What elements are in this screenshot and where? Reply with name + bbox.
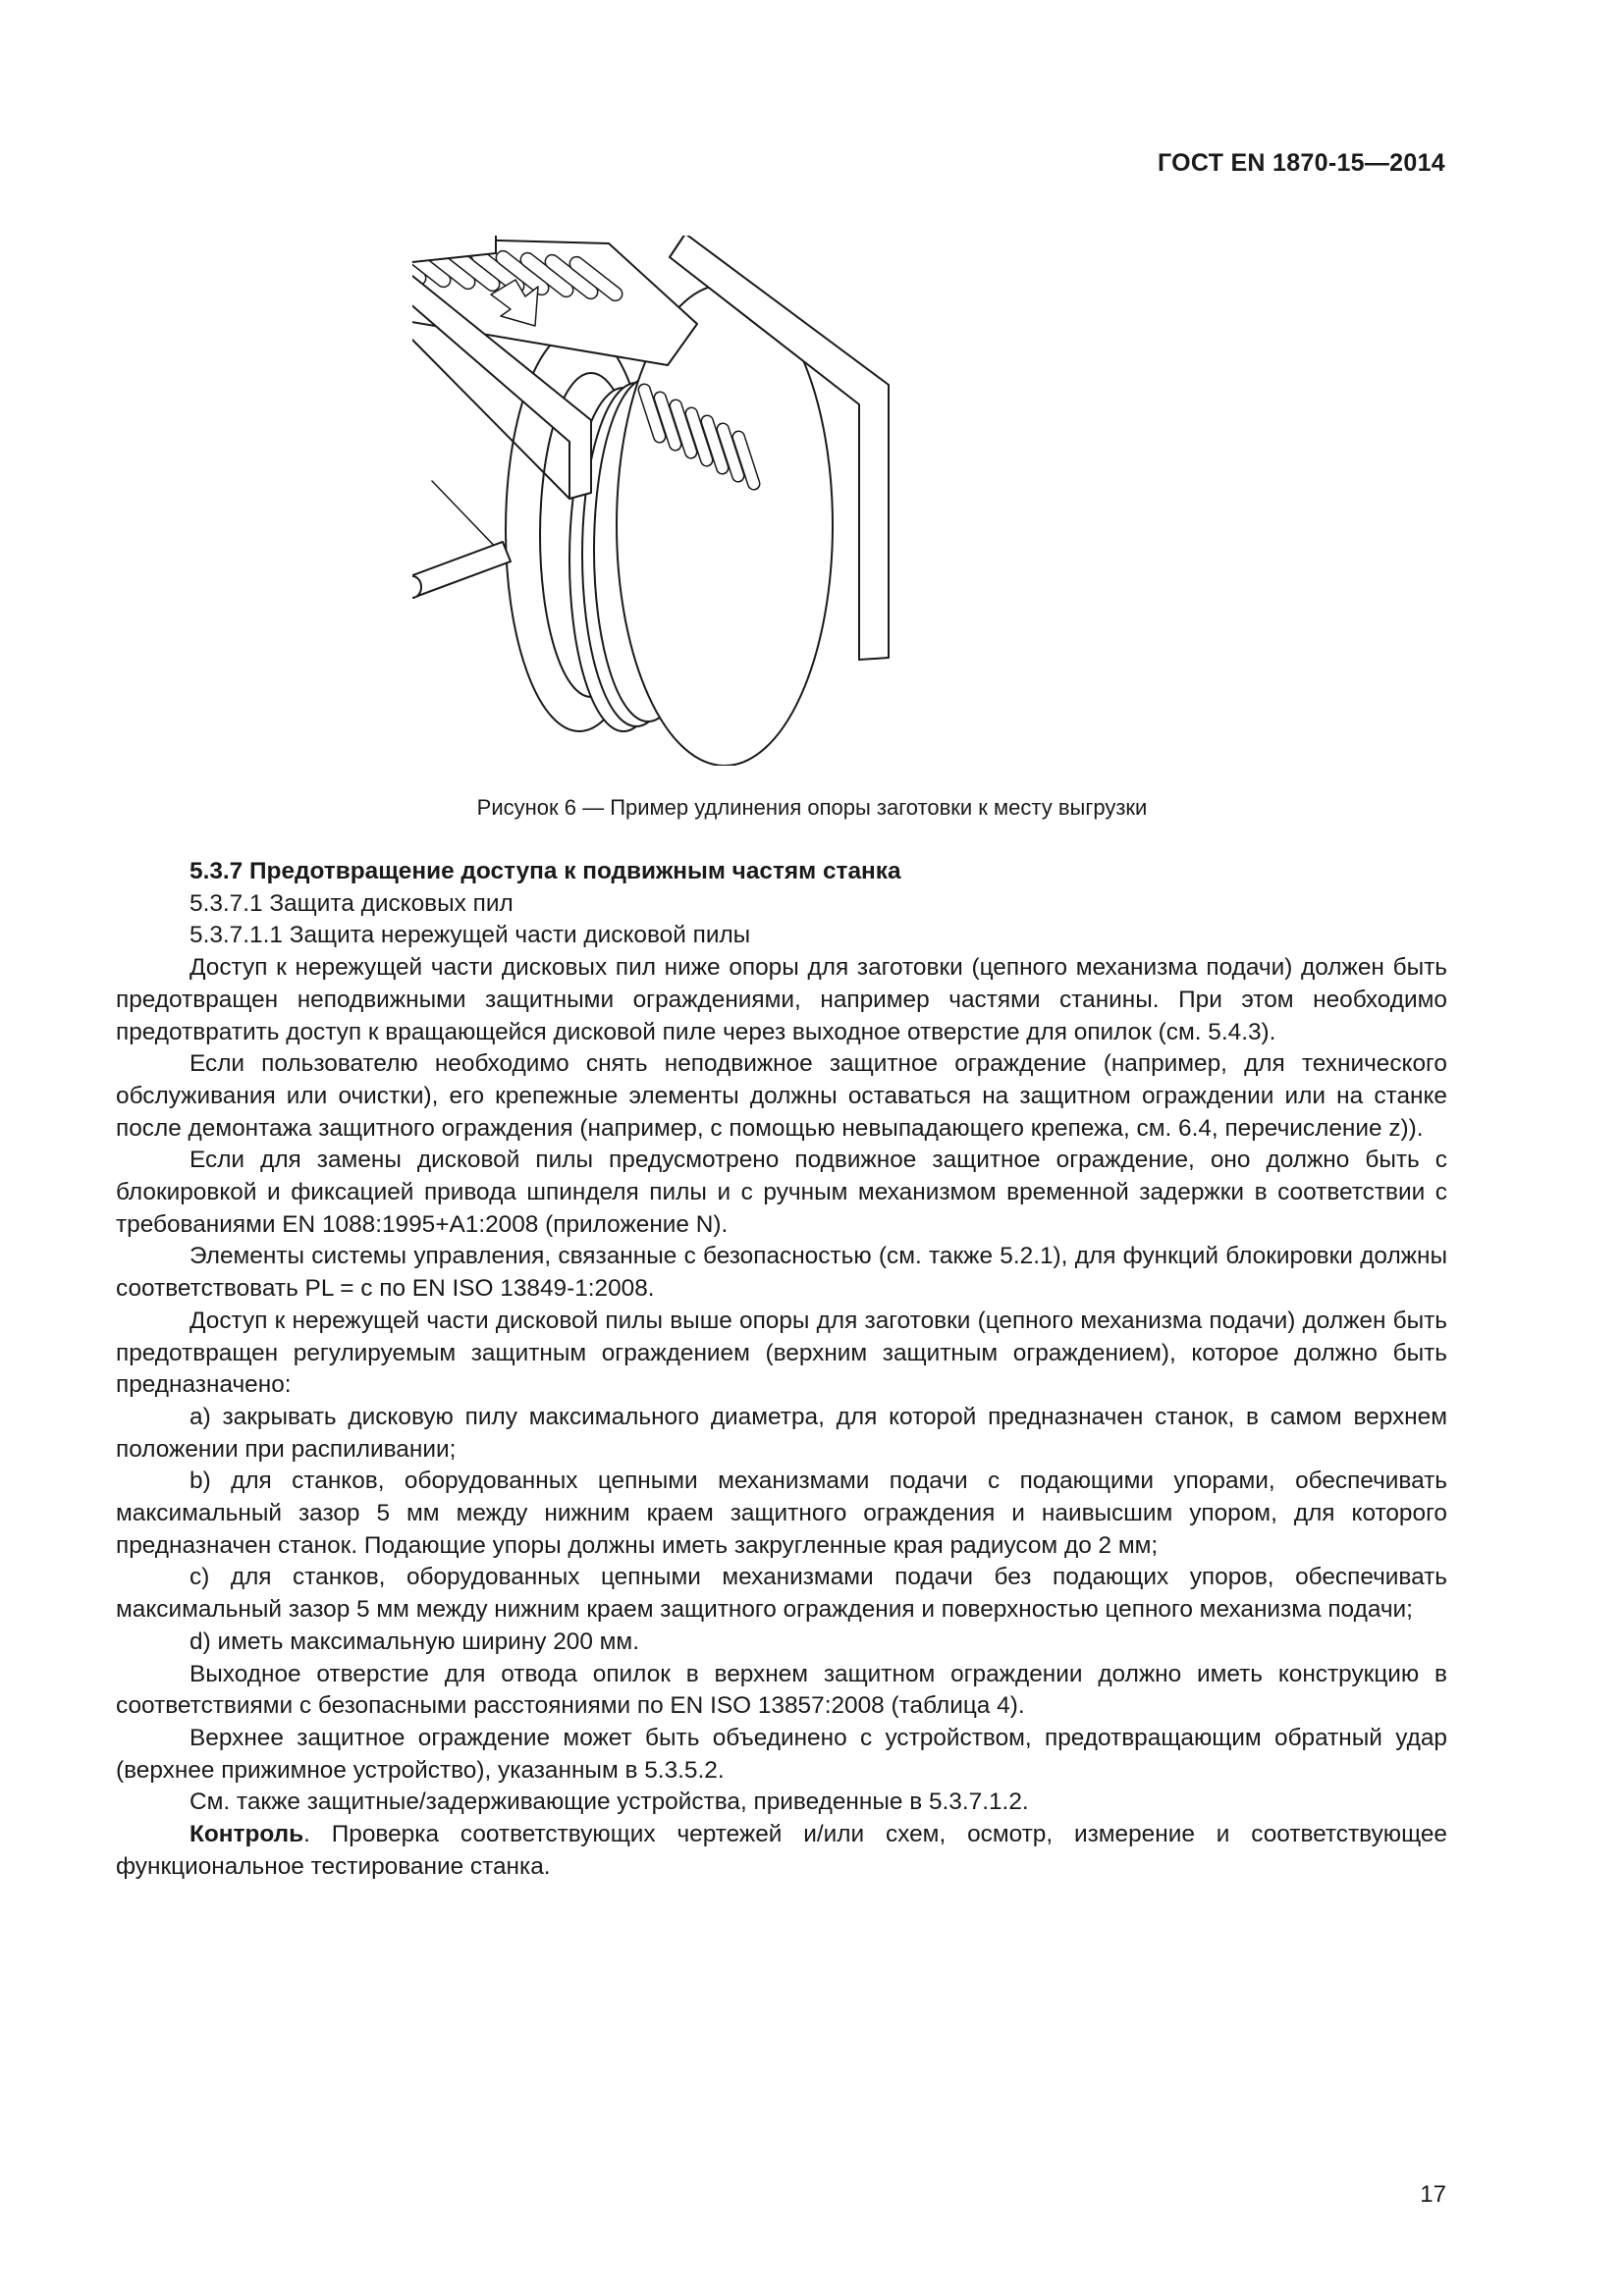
figure-6-drawing bbox=[412, 236, 1159, 766]
list-item: a) закрывать дисковую пилу максимального диаметра, для которой предназначен станок, в самом верхнем положении при распиливании; bbox=[116, 1403, 1447, 1463]
control-label: Контроль bbox=[189, 1821, 304, 1848]
page-number: 17 bbox=[1420, 2181, 1446, 2208]
paragraph: Доступ к нережущей части дисковых пил ниже опоры для заготовки (цепного механизма подачи) должен быть предотвращен неподвижными защитными ограждениями, например частями станины. При этом необходимо предотвратить доступ к вращающейся дисковой пиле через выходное отверстие для опилок (см. 5.4.3). bbox=[116, 954, 1447, 1045]
subsubsection-heading: 5.3.7.1.1 Защита нережущей части дисковой пилы bbox=[189, 922, 751, 949]
list-item: d) иметь максимальную ширину 200 мм. bbox=[189, 1628, 639, 1655]
document-standard-number: ГОСТ EN 1870-15—2014 bbox=[1158, 149, 1445, 177]
paragraph: Если пользователю необходимо снять неподвижное защитное ограждение (например, для технического обслуживания или очистки), его крепежные элементы должны оставаться на защитном ограждении или на станке после демонтажа защитного ограждения (например, с помощью невыпадающего крепежа, см. 6.4, перечисление z)). bbox=[116, 1050, 1447, 1142]
control-paragraph bbox=[116, 1819, 1447, 1883]
figure-caption: Рисунок 6 — Пример удлинения опоры заготовки к месту выгрузки bbox=[476, 795, 1148, 820]
paragraph: Элементы системы управления, связанные с безопасностью (см. также 5.2.1), для функций блокировки должны соответствовать PL = c по EN ISO 13849-1:2008. bbox=[116, 1243, 1447, 1303]
paragraph: Верхнее защитное ограждение может быть объединено с устройством, предотвращающим обратный удар (верхнее прижимное устройство), указанным в 5.3.5.2. bbox=[116, 1724, 1447, 1784]
paragraph: Выходное отверстие для отвода опилок в верхнем защитном ограждении должно иметь конструкцию в соответствиями с безопасными расстояниями по EN ISO 13857:2008 (таблица 4). bbox=[116, 1660, 1447, 1720]
section-body bbox=[116, 856, 1447, 1884]
control-text: . Проверка соответствующих чертежей и/или схем, осмотр, измерение и соответствующее функциональное тестирование станка. bbox=[116, 1821, 1447, 1880]
subsection-heading: 5.3.7.1 Защита дисковых пил bbox=[189, 889, 514, 917]
paragraph: См. также защитные/задерживающие устройства, приведенные в 5.3.7.1.2. bbox=[189, 1789, 1029, 1816]
list-item: c) для станков, оборудованных цепными механизмами подачи без подающих упоров, обеспечивать максимальный зазор 5 мм между нижним краем защитного ограждения и поверхностью цепного механизма подачи; bbox=[116, 1564, 1447, 1624]
paragraph: Доступ к нережущей части дисковой пилы выше опоры для заготовки (цепного механизма подачи) должен быть предотвращен регулируемым защитным ограждением (верхним защитным ограждением), которое должно быть предназначено: bbox=[116, 1307, 1447, 1399]
paragraph: Если для замены дисковой пилы предусмотрено подвижное защитное ограждение, оно должно быть с блокировкой и фиксацией привода шпинделя пилы и с ручным механизмом временной задержки в соответствии с требованиями EN 1088:1995+A1:2008 (приложение N). bbox=[116, 1147, 1447, 1238]
section-heading: 5.3.7 Предотвращение доступа к подвижным частям станка bbox=[189, 858, 901, 884]
list-item: b) для станков, оборудованных цепными механизмами подачи с подающими упорами, обеспечивать максимальный зазор 5 мм между нижним краем защитного ограждения и наивысшим упором, для которого предназначен станок. Подающие упоры должны иметь закругленные края радиусом до 2 мм; bbox=[116, 1468, 1447, 1559]
